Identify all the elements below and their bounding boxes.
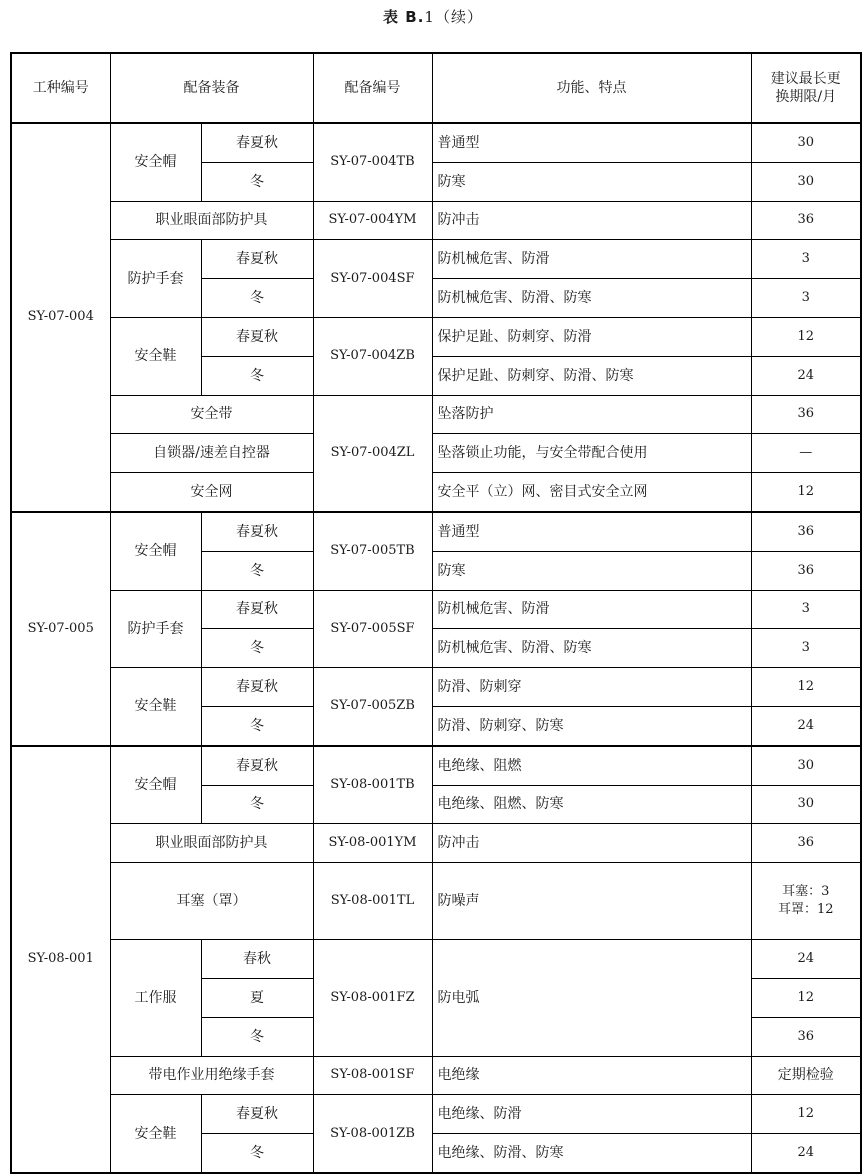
period-value [751, 863, 861, 940]
header-period-line2: 换期限/月 [775, 89, 837, 105]
equipment-name: 安全帽 [110, 512, 201, 590]
header-row [11, 53, 861, 123]
period-value: 12 [751, 978, 861, 1017]
equipment-code: SY-07-004ZL [313, 395, 432, 512]
header-equipment: 配备装备 [110, 53, 313, 123]
function-text: 防电弧 [432, 940, 751, 1056]
table-row [11, 201, 861, 240]
season: 冬 [201, 551, 313, 590]
period-value: 30 [751, 123, 861, 162]
season: 春秋 [201, 940, 313, 979]
table-row [11, 940, 861, 979]
table-title-prefix: 表 B. [383, 8, 425, 26]
equipment-code: SY-07-005TB [313, 512, 432, 590]
table-row [11, 434, 861, 473]
function-text: 普通型 [432, 123, 751, 162]
equipment-name: 职业眼面部防护具 [110, 201, 313, 240]
header-period-line1: 建议最长更 [770, 71, 841, 87]
equipment-name: 安全带 [110, 395, 313, 434]
function-text: 保护足趾、防刺穿、防滑、防寒 [432, 356, 751, 395]
table-row [11, 824, 861, 863]
period-value: 24 [751, 1134, 861, 1173]
function-text: 防冲击 [432, 201, 751, 240]
period-value: 24 [751, 706, 861, 745]
season: 春夏秋 [201, 590, 313, 629]
header-work-type: 工种编号 [11, 53, 110, 123]
period-value: 定期检验 [751, 1056, 861, 1095]
season: 冬 [201, 1134, 313, 1173]
season: 春夏秋 [201, 668, 313, 707]
season: 春夏秋 [201, 240, 313, 279]
function-text: 坠落锁止功能，与安全带配合使用 [432, 434, 751, 473]
table-row [11, 668, 861, 707]
function-text: 防寒 [432, 551, 751, 590]
table-title-suffix: 1（续） [424, 8, 483, 26]
table-row [11, 863, 861, 940]
equipment-name: 职业眼面部防护具 [110, 824, 313, 863]
function-text: 普通型 [432, 512, 751, 551]
function-text: 防滑、防刺穿 [432, 668, 751, 707]
table-row [11, 1056, 861, 1095]
equipment-name: 工作服 [110, 940, 201, 1056]
function-text: 防噪声 [432, 863, 751, 940]
function-text: 防机械危害、防滑、防寒 [432, 279, 751, 318]
header-period [751, 53, 861, 123]
season: 春夏秋 [201, 746, 313, 785]
season: 冬 [201, 629, 313, 668]
function-text: 电绝缘、阻燃、防寒 [432, 785, 751, 824]
function-text: 防机械危害、防滑 [432, 590, 751, 629]
table-row [11, 746, 861, 785]
period-value: — [751, 434, 861, 473]
season: 春夏秋 [201, 123, 313, 162]
equipment-name: 自锁器/速差自控器 [110, 434, 313, 473]
season: 夏 [201, 978, 313, 1017]
season: 冬 [201, 1017, 313, 1056]
function-text: 防冲击 [432, 824, 751, 863]
period-earplug: 耳塞：3 [782, 884, 830, 900]
function-text: 防滑、防刺穿、防寒 [432, 706, 751, 745]
table-row [11, 590, 861, 629]
work-type-id: SY-07-005 [11, 512, 110, 746]
header-code: 配备编号 [313, 53, 432, 123]
function-text: 防机械危害、防滑、防寒 [432, 629, 751, 668]
equipment-code: SY-07-005ZB [313, 668, 432, 746]
function-text: 电绝缘、防滑、防寒 [432, 1134, 751, 1173]
equipment-code: SY-07-005SF [313, 590, 432, 668]
period-value: 30 [751, 162, 861, 201]
season: 春夏秋 [201, 512, 313, 551]
function-text: 电绝缘、防滑 [432, 1095, 751, 1134]
equipment-name: 安全鞋 [110, 668, 201, 746]
equipment-code: SY-08-001FZ [313, 940, 432, 1056]
equipment-table [10, 52, 862, 1174]
equipment-code: SY-07-004TB [313, 123, 432, 201]
table-row [11, 512, 861, 551]
table-row [11, 317, 861, 356]
period-value: 30 [751, 785, 861, 824]
function-text: 安全平（立）网、密目式安全立网 [432, 473, 751, 512]
equipment-name: 带电作业用绝缘手套 [110, 1056, 313, 1095]
equipment-code: SY-07-004SF [313, 240, 432, 318]
function-text: 保护足趾、防刺穿、防滑 [432, 317, 751, 356]
equipment-code: SY-08-001YM [313, 824, 432, 863]
equipment-name: 安全帽 [110, 123, 201, 201]
season: 冬 [201, 706, 313, 745]
table-row [11, 1095, 861, 1134]
season: 冬 [201, 356, 313, 395]
equipment-name: 耳塞（罩） [110, 863, 313, 940]
period-value: 12 [751, 1095, 861, 1134]
table-row [11, 240, 861, 279]
period-value: 36 [751, 824, 861, 863]
period-value: 36 [751, 201, 861, 240]
table-row [11, 395, 861, 434]
season: 冬 [201, 162, 313, 201]
work-type-id: SY-07-004 [11, 123, 110, 512]
period-value: 24 [751, 356, 861, 395]
period-value: 30 [751, 746, 861, 785]
period-earmuff: 耳罩：12 [777, 902, 834, 918]
equipment-name: 安全网 [110, 473, 313, 512]
period-value: 12 [751, 473, 861, 512]
season: 冬 [201, 785, 313, 824]
header-function: 功能、特点 [432, 53, 751, 123]
period-value: 3 [751, 240, 861, 279]
function-text: 坠落防护 [432, 395, 751, 434]
period-value: 36 [751, 1017, 861, 1056]
equipment-code: SY-08-001ZB [313, 1095, 432, 1173]
function-text: 防寒 [432, 162, 751, 201]
equipment-code: SY-07-004ZB [313, 317, 432, 395]
season: 春夏秋 [201, 1095, 313, 1134]
table-title [0, 6, 866, 27]
period-value: 36 [751, 395, 861, 434]
function-text: 防机械危害、防滑 [432, 240, 751, 279]
table-row [11, 473, 861, 512]
equipment-code: SY-07-004YM [313, 201, 432, 240]
period-value: 24 [751, 940, 861, 979]
equipment-name: 安全帽 [110, 746, 201, 824]
equipment-name: 安全鞋 [110, 1095, 201, 1173]
table-row [11, 123, 861, 162]
season: 春夏秋 [201, 317, 313, 356]
function-text: 电绝缘 [432, 1056, 751, 1095]
equipment-code: SY-08-001TB [313, 746, 432, 824]
equipment-name: 防护手套 [110, 240, 201, 318]
period-value: 36 [751, 551, 861, 590]
period-value: 3 [751, 629, 861, 668]
season: 冬 [201, 279, 313, 318]
period-value: 3 [751, 590, 861, 629]
period-value: 12 [751, 317, 861, 356]
work-type-id: SY-08-001 [11, 746, 110, 1173]
equipment-code: SY-08-001SF [313, 1056, 432, 1095]
function-text: 电绝缘、阻燃 [432, 746, 751, 785]
period-value: 3 [751, 279, 861, 318]
period-value: 36 [751, 512, 861, 551]
equipment-code: SY-08-001TL [313, 863, 432, 940]
equipment-name: 安全鞋 [110, 317, 201, 395]
period-value: 12 [751, 668, 861, 707]
equipment-name: 防护手套 [110, 590, 201, 668]
